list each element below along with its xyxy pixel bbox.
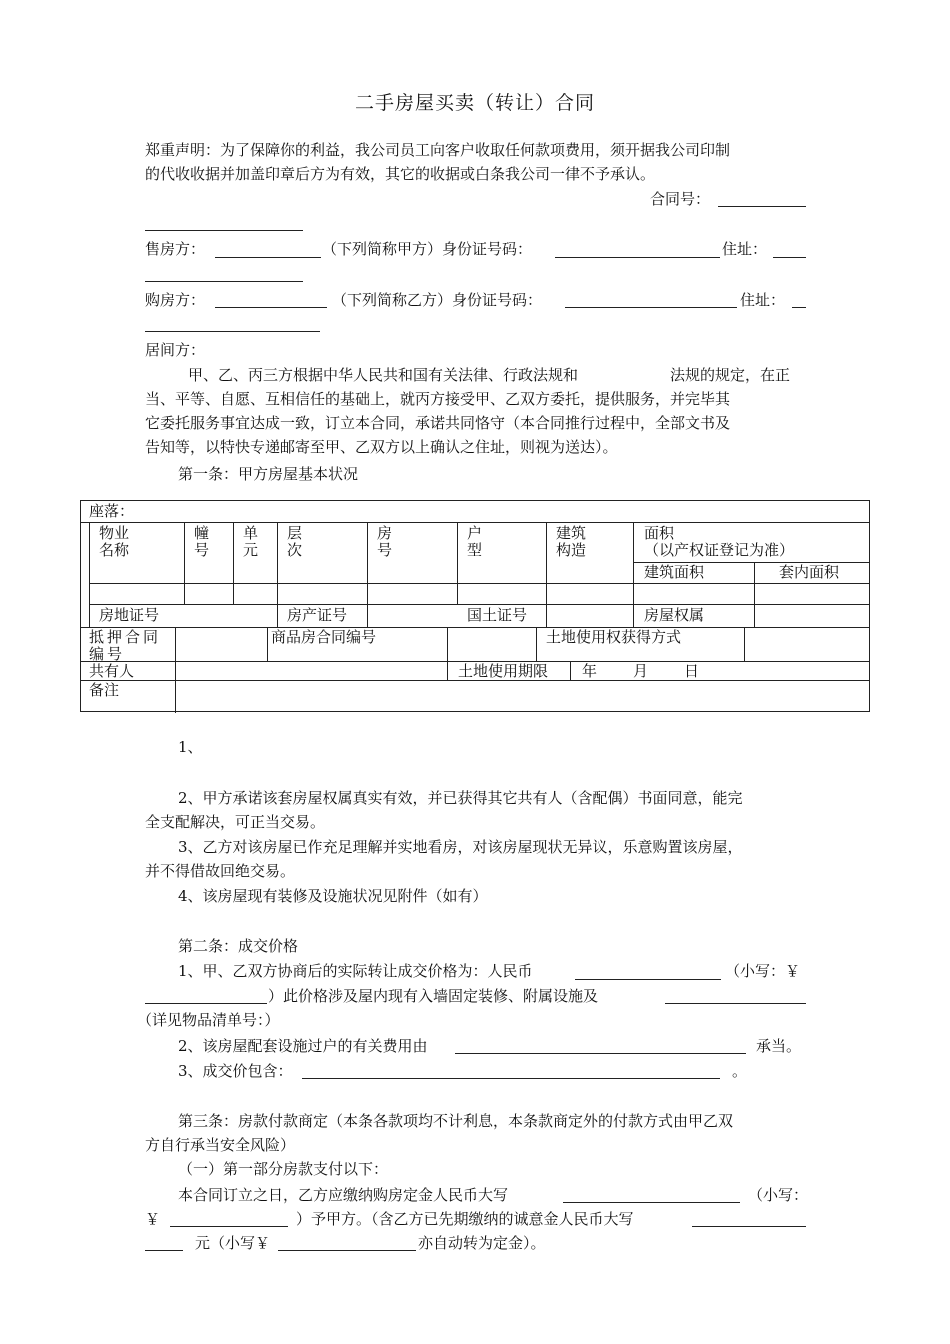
header-unit: 单元 <box>243 524 259 559</box>
land-use-method-label: 土地使用权获得方式 <box>546 628 682 646</box>
article2-item-3a: 3、成交价包含： <box>178 1062 293 1080</box>
buyer-label: 购房方： <box>145 291 206 309</box>
commercial-contract-no-label: 商品房合同编号 <box>271 628 377 646</box>
preamble-line-3: 它委托服务事宜达成一致，订立本合同，承诺共同恪守（本合同推行过程中，全部文书及 <box>145 414 731 432</box>
seller-address-label: 住址： <box>722 240 768 258</box>
header-inner-area: 套内面积 <box>779 563 840 581</box>
article1-item-1: 1、 <box>178 738 203 756</box>
notice-line-1: 郑重声明：为了保障你的利益，我公司员工向客户收取任何款项费用，须开据我公司印制 <box>145 141 731 159</box>
article3-p1a: 本合同订立之日，乙方应缴纳购房定金人民币大写 <box>178 1186 509 1204</box>
contract-no-label: 合同号： <box>650 190 711 208</box>
price-small-field[interactable] <box>145 1003 267 1004</box>
header-area: 面积 <box>644 524 675 542</box>
article1-item-2-line1: 2、甲方承诺该套房屋权属真实有效，并已获得其它共有人（含配偶）书面同意，能完 <box>178 789 743 807</box>
deposit-small-field[interactable] <box>170 1226 288 1227</box>
earnest-small-field[interactable] <box>278 1250 416 1251</box>
article1-item-3-line1: 3、乙方对该房屋已作充足理解并实地看房，对该房屋现状无异议，乐意购置该房屋， <box>178 838 743 856</box>
real-estate-cert-label: 房地证号 <box>99 606 160 624</box>
seller-label: 售房方： <box>145 240 206 258</box>
header-building-no: 幢号 <box>194 524 210 559</box>
header-structure: 建筑构造 <box>556 524 587 559</box>
ownership-label: 房屋权属 <box>644 606 705 624</box>
article2-item-1b: （小写：￥ <box>725 962 801 980</box>
article1-item-4: 4、该房屋现有装修及设施状况见附件（如有） <box>178 887 488 905</box>
seller-name-field[interactable] <box>215 257 321 258</box>
article1-item-2-line2: 全支配解决，可正当交易。 <box>145 813 326 831</box>
contract-no-field-cont[interactable] <box>145 230 303 231</box>
buyer-address-field[interactable] <box>792 307 806 308</box>
article1-item-3-line2: 并不得借故回绝交易。 <box>145 862 296 880</box>
co-owner-label: 共有人 <box>89 662 135 680</box>
article3-p1b: （小写： <box>748 1186 809 1204</box>
header-floor: 层次 <box>287 524 303 559</box>
article3-sub-1: （一）第一部分房款支付以下： <box>178 1160 389 1178</box>
property-cert-label: 房产证号 <box>287 606 348 624</box>
contract-no-field[interactable] <box>718 206 806 207</box>
article2-item-2a: 2、该房屋配套设施过户的有关费用由 <box>178 1037 428 1055</box>
article2-heading: 第二条：成交价格 <box>178 937 299 955</box>
period-day: 日 <box>684 662 700 680</box>
article3-p1f: 亦自动转为定金）。 <box>418 1234 546 1252</box>
preamble-line-2: 当、平等、自愿、互相信任的基础上，就丙方接受甲、乙双方委托，提供服务，并完毕其 <box>145 390 731 408</box>
article2-item-1c: ）此价格涉及屋内现有入墙固定装修、附属设施及 <box>268 987 599 1005</box>
deposit-uppercase-field[interactable] <box>563 1202 740 1203</box>
article2-item-3b: 。 <box>732 1062 748 1080</box>
seller-address-field[interactable] <box>773 257 806 258</box>
article2-item-2b: 承当。 <box>756 1037 802 1055</box>
price-rmb-field[interactable] <box>575 979 721 980</box>
preamble-line-1b: 法规的规定，在正 <box>670 366 791 384</box>
property-table <box>80 500 870 712</box>
land-use-period-label: 土地使用期限 <box>458 662 549 680</box>
header-room-no: 房号 <box>377 524 393 559</box>
header-layout: 户型 <box>467 524 483 559</box>
buyer-address-field-cont[interactable] <box>145 331 320 332</box>
article3-heading-line1: 第三条：房款付款商定（本条各款项均不计利息，本条款商定外的付款方式由甲乙双 <box>178 1112 734 1130</box>
location-label: 座落： <box>89 502 135 520</box>
fees-party-field[interactable] <box>455 1053 746 1054</box>
seller-id-field[interactable] <box>555 257 720 258</box>
agent-label: 居间方： <box>145 341 206 359</box>
notice-line-2: 的代收收据并加盖印章后方为有效，其它的收据或白条我公司一律不予承认。 <box>145 165 656 183</box>
preamble-line-4: 告知等，以特快专递邮寄至甲、乙双方以上确认之住址，则视为送达）。 <box>145 438 618 456</box>
period-month: 月 <box>633 662 649 680</box>
facilities-field[interactable] <box>665 1003 806 1004</box>
article2-item-1d: （详见物品清单号：） <box>137 1011 280 1029</box>
article3-heading-line2: 方自行承当安全风险） <box>145 1136 296 1154</box>
earnest-uppercase-field-cont[interactable] <box>145 1250 183 1251</box>
article3-p1e: 元（小写￥ <box>195 1234 271 1252</box>
seller-alias: （下列简称甲方）身份证号码： <box>322 240 533 258</box>
header-build-area: 建筑面积 <box>644 563 705 581</box>
buyer-id-field[interactable] <box>565 307 737 308</box>
price-includes-field[interactable] <box>302 1078 720 1079</box>
buyer-name-field[interactable] <box>215 307 327 308</box>
article3-p1d: ）予甲方。（含乙方已先期缴纳的诚意金人民币大写 <box>296 1210 634 1228</box>
remarks-label: 备注 <box>89 681 120 699</box>
article2-item-1a: 1、甲、乙双方协商后的实际转让成交价格为：人民币 <box>178 962 533 980</box>
header-property-name: 物业名称 <box>99 524 130 559</box>
mortgage-no-label: 抵押合同编号 <box>89 628 162 663</box>
article1-heading: 第一条：甲方房屋基本状况 <box>178 465 359 483</box>
seller-address-field-cont[interactable] <box>145 281 303 282</box>
page-title: 二手房屋买卖（转让）合同 <box>354 92 595 114</box>
period-year: 年 <box>582 662 598 680</box>
preamble-line-1: 甲、乙、丙三方根据中华人民共和国有关法律、行政法规和 <box>188 366 579 384</box>
header-area-note: （以产权证登记为准） <box>644 541 795 559</box>
article3-p1c: ￥ <box>145 1210 161 1228</box>
buyer-address-label: 住址： <box>740 291 786 309</box>
buyer-alias: （下列简称乙方）身份证号码： <box>332 291 543 309</box>
earnest-uppercase-field[interactable] <box>692 1226 806 1227</box>
land-cert-label: 国土证号 <box>467 606 528 624</box>
